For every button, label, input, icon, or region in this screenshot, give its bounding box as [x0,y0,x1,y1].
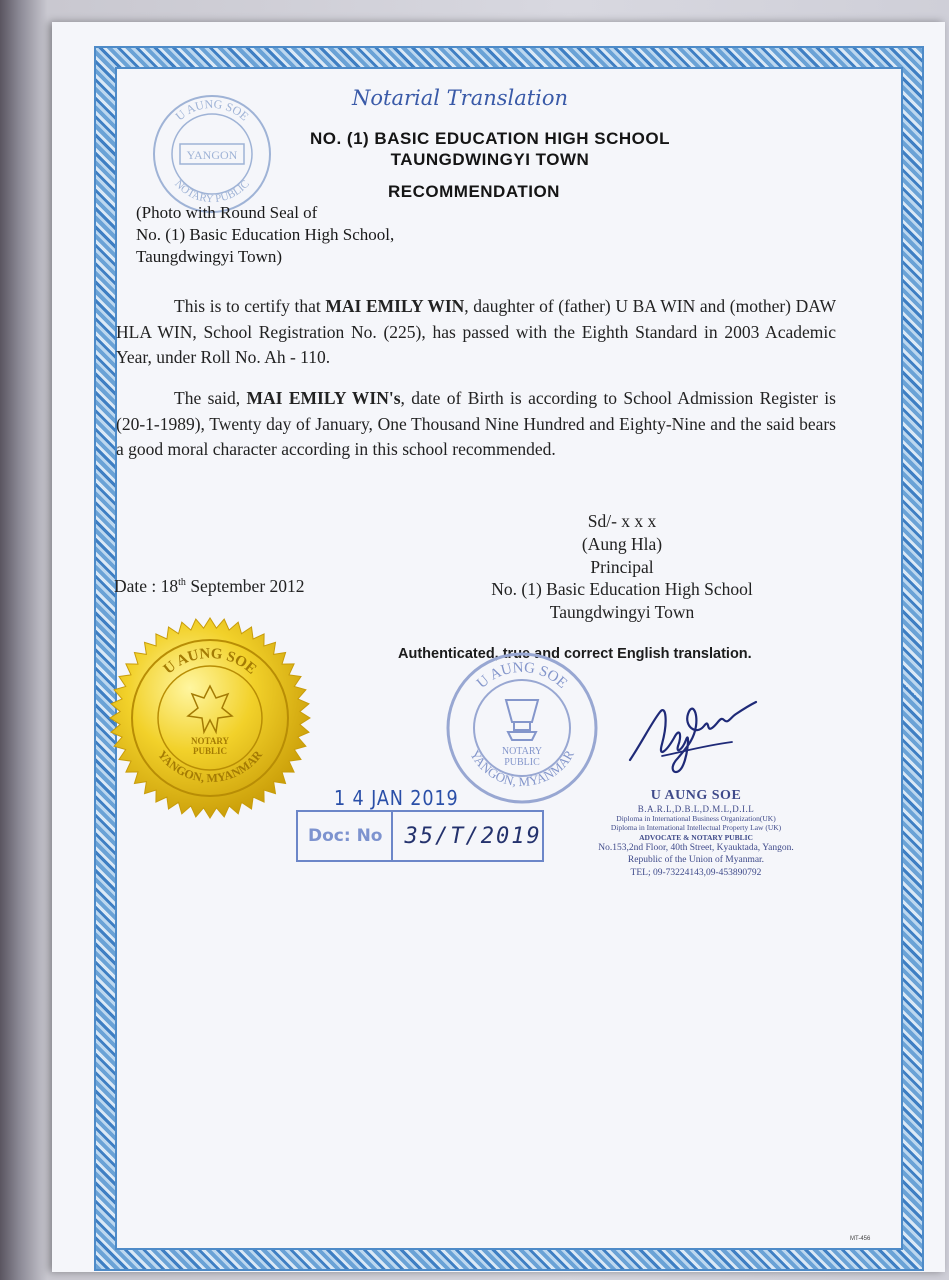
principal-town: Taungdwingyi Town [549,602,695,622]
para1-text-end: , daughter of (father) U BA WIN and (mother) DAW HLA WIN, School Registration No. (225), has passed with the Eighth Standard in 2003 Academic Year, under Roll No. Ah - 110. [116,296,836,368]
para2-text-start: The said, [174,388,247,408]
principal-title: Principal [590,556,654,577]
notary-phone: TEL; 09-73224143,09-453890792 [630,867,762,878]
photo-note-line: Taungdwingyi Town) [136,247,283,267]
svg-text:NOTARY: NOTARY [190,736,230,746]
photo-note-line: No. (1) Basic Education High School, [136,225,395,245]
svg-text:U AUNG SOE: U AUNG SOE [172,96,252,124]
principal-signature-block [452,510,792,624]
authentication-statement: Authenticated, true and correct English translation. [398,646,752,662]
doc-number-label: Doc: No [298,812,393,860]
notary-address: No.153,2nd Floor, 40th Street, Kyauktada, Yangon. [598,843,794,854]
svg-text:YANGON, MYANMAR: YANGON, MYANMAR [154,747,266,786]
document-number-stamp [296,810,544,862]
photo-note [136,202,394,268]
svg-text:PUBLIC: PUBLIC [504,757,540,768]
signature-mark: Sd/- x x x [587,511,657,531]
doc-number-value: 35/T/2019 [404,823,542,849]
notary-signature [622,682,762,782]
student-name-possessive: MAI EMILY WIN's [246,388,401,408]
svg-text:PUBLIC: PUBLIC [192,746,228,756]
blue-notary-seal [444,650,600,806]
svg-text:NOTARY: NOTARY [501,746,543,757]
certificate-page [52,22,945,1272]
notary-details [556,788,836,879]
svg-text:NOTARY PUBLIC: NOTARY PUBLIC [172,177,252,206]
form-code: MT-456 [850,1236,871,1242]
notarial-translation-header: Notarial Translation [352,86,569,110]
school-name-line2: TAUNGDWINGYI TOWN [390,150,590,170]
svg-text:U AUNG SOE: U AUNG SOE [160,645,260,678]
certification-paragraph [116,294,836,371]
svg-text:U AUNG SOE: U AUNG SOE [473,659,571,692]
document-title: RECOMMENDATION [388,182,560,201]
svg-text:YANGON: YANGON [186,148,238,162]
principal-name: (Aung Hla) [581,533,663,554]
notary-role: ADVOCATE & NOTARY PUBLIC [639,832,753,842]
stamp-date: 1 4 JAN 2019 [334,786,459,810]
photo-note-line: (Photo with Round Seal of [136,203,318,222]
notary-qualifications: B.A.R.L,D.B.L,D.M.L,D.I.L [637,804,755,814]
para1-text-start: This is to certify that [174,296,326,316]
gold-notary-seal [108,616,312,820]
notary-diploma: Diploma in International Intellectual Property Law (UK) [610,823,782,833]
school-name-line1: NO. (1) BASIC EDUCATION HIGH SCHOOL [309,129,671,148]
school-name [280,128,700,171]
para2-text-end: , date of Birth is according to School Admission Register is (20-1-1989), Twenty day of January, One Thousand Nine Hundred and Eighty-Nine and the said bears a good moral character according in this school recommended. [116,388,836,460]
issue-date: Date : 18th September 2012 [114,576,305,596]
notary-diploma: Diploma in International Business Organization(UK) [616,814,776,823]
birth-date-paragraph [116,386,836,463]
notary-name: U AUNG SOE [650,788,742,803]
svg-text:YANGON, MYANMAR: YANGON, MYANMAR [467,747,577,790]
top-notary-seal [150,92,274,216]
student-name: MAI EMILY WIN [325,296,465,316]
notary-address: Republic of the Union of Myanmar. [627,855,765,866]
principal-school: No. (1) Basic Education High School [491,579,753,600]
